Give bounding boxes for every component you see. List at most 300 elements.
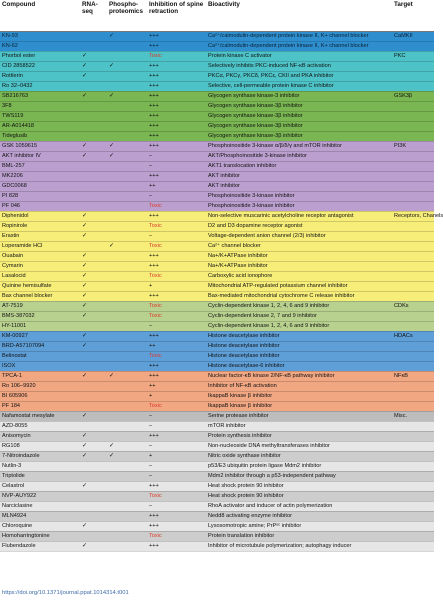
- cell-rna-seq: ✓: [80, 71, 107, 81]
- cell-phosphoproteomics: [107, 111, 147, 121]
- table-row: [0, 331, 434, 341]
- cell-phosphoproteomics: [107, 391, 147, 401]
- cell-phosphoproteomics: [107, 71, 147, 81]
- cell-rna-seq: ✓: [80, 281, 107, 291]
- cell-rna-seq: ✓: [80, 151, 107, 161]
- cell-inhibition: +++: [147, 101, 206, 111]
- cell-phosphoproteomics: [107, 171, 147, 181]
- cell-inhibition: +++: [147, 361, 206, 371]
- cell-compound: BML-257: [0, 161, 80, 171]
- header-phosphoproteomics: Phospho-proteomics: [107, 0, 147, 31]
- cell-bioactivity: Ca²⁺ channel blocker: [206, 241, 392, 251]
- cell-inhibition: +++: [147, 41, 206, 51]
- cell-bioactivity: Serine protease inhibitor: [206, 411, 392, 421]
- table-row: [0, 261, 434, 271]
- table-row: [0, 191, 434, 201]
- cell-inhibition: Toxic: [147, 491, 206, 501]
- cell-inhibition: +++: [147, 251, 206, 261]
- cell-compound: Homoharringtonine: [0, 531, 80, 541]
- cell-phosphoproteomics: [107, 411, 147, 421]
- cell-bioactivity: Glycogen synthase kinase-3β inhibitor: [206, 111, 392, 121]
- cell-bioactivity: Protein translation inhibitor: [206, 531, 392, 541]
- table-row: [0, 491, 434, 501]
- table-header: [0, 0, 434, 31]
- cell-phosphoproteomics: [107, 261, 147, 271]
- cell-phosphoproteomics: ✓: [107, 371, 147, 381]
- cell-inhibition: +++: [147, 521, 206, 531]
- table-row: [0, 151, 434, 161]
- cell-rna-seq: [80, 381, 107, 391]
- cell-bioactivity: AKT inhibitor: [206, 181, 392, 191]
- cell-inhibition: –: [147, 191, 206, 201]
- cell-rna-seq: ✓: [80, 51, 107, 61]
- table-row: [0, 341, 434, 351]
- cell-rna-seq: [80, 191, 107, 201]
- cell-bioactivity: Voltage-dependent anion channel (2/3) inhibitor: [206, 231, 392, 241]
- table-row: [0, 71, 434, 81]
- cell-rna-seq: [80, 531, 107, 541]
- cell-bioactivity: D2 and D3 dopamine receptor agonist: [206, 221, 392, 231]
- cell-phosphoproteomics: [107, 131, 147, 141]
- cell-phosphoproteomics: [107, 81, 147, 91]
- cell-inhibition: +: [147, 281, 206, 291]
- cell-rna-seq: [80, 461, 107, 471]
- cell-compound: 3F8: [0, 101, 80, 111]
- table-row: [0, 521, 434, 531]
- cell-phosphoproteomics: [107, 231, 147, 241]
- cell-compound: AR-A014418: [0, 121, 80, 131]
- cell-phosphoproteomics: ✓: [107, 151, 147, 161]
- cell-target: [392, 501, 434, 511]
- cell-rna-seq: [80, 201, 107, 211]
- table-row: [0, 411, 434, 421]
- cell-target: [392, 421, 434, 431]
- cell-compound: AKT inhibitor IV: [0, 151, 80, 161]
- cell-target: [392, 291, 434, 301]
- cell-target: CDKs: [392, 301, 434, 311]
- cell-phosphoproteomics: [107, 361, 147, 371]
- table-row: [0, 281, 434, 291]
- cell-rna-seq: [80, 491, 107, 501]
- cell-inhibition: Toxic: [147, 51, 206, 61]
- cell-inhibition: +++: [147, 511, 206, 521]
- header-inhibition: Inhibition of spine retraction: [147, 0, 206, 31]
- cell-target: [392, 431, 434, 441]
- cell-phosphoproteomics: ✓: [107, 31, 147, 41]
- cell-rna-seq: ✓: [80, 331, 107, 341]
- cell-inhibition: +: [147, 451, 206, 461]
- cell-bioactivity: Glycogen synthase kinase-3β inhibitor: [206, 121, 392, 131]
- cell-phosphoproteomics: [107, 541, 147, 551]
- table-row: [0, 431, 434, 441]
- cell-phosphoproteomics: [107, 201, 147, 211]
- table-row: [0, 531, 434, 541]
- cell-phosphoproteomics: [107, 491, 147, 501]
- cell-target: [392, 491, 434, 501]
- cell-bioactivity: Selectively inhibits PKC-induced NF-κB activation: [206, 61, 392, 71]
- cell-target: [392, 191, 434, 201]
- cell-bioactivity: Mitochondrial ATP-regulated potassium channel inhibitor: [206, 281, 392, 291]
- cell-bioactivity: p53/E3 ubiquitin protein ligase Mdm2 inhibitor: [206, 461, 392, 471]
- table-row: [0, 371, 434, 381]
- cell-phosphoproteomics: ✓: [107, 91, 147, 101]
- cell-bioactivity: Glycogen synthase kinase-3β inhibitor: [206, 131, 392, 141]
- cell-rna-seq: [80, 181, 107, 191]
- cell-inhibition: +++: [147, 121, 206, 131]
- cell-bioactivity: Glycogen synthase kinase-3 inhibitor: [206, 91, 392, 101]
- cell-target: [392, 381, 434, 391]
- cell-compound: AZD-8055: [0, 421, 80, 431]
- cell-compound: Diphenidol: [0, 211, 80, 221]
- cell-compound: PF 184: [0, 401, 80, 411]
- table-row: [0, 451, 434, 461]
- cell-bioactivity: Cyclin-dependent kinase 1, 2, 4, 6 and 9 inhibitor: [206, 301, 392, 311]
- cell-inhibition: ++: [147, 341, 206, 351]
- cell-inhibition: Toxic: [147, 351, 206, 361]
- cell-phosphoproteomics: [107, 51, 147, 61]
- cell-inhibition: +: [147, 391, 206, 401]
- cell-compound: Ro 32–0432: [0, 81, 80, 91]
- cell-compound: KN-62: [0, 41, 80, 51]
- cell-rna-seq: ✓: [80, 261, 107, 271]
- cell-phosphoproteomics: [107, 531, 147, 541]
- cell-compound: Narciclasine: [0, 501, 80, 511]
- cell-phosphoproteomics: [107, 481, 147, 491]
- cell-rna-seq: ✓: [80, 61, 107, 71]
- cell-inhibition: +++: [147, 371, 206, 381]
- cell-target: NFκB: [392, 371, 434, 381]
- cell-compound: NVP-AUY922: [0, 491, 80, 501]
- cell-compound: Lasalocid: [0, 271, 80, 281]
- cell-bioactivity: Ca²⁺/calmodulin-dependent protein kinase II, K+ channel blocker: [206, 31, 392, 41]
- cell-rna-seq: [80, 361, 107, 371]
- cell-phosphoproteomics: [107, 291, 147, 301]
- cell-bioactivity: Carboxylic acid ionophore: [206, 271, 392, 281]
- cell-inhibition: Toxic: [147, 271, 206, 281]
- cell-rna-seq: ✓: [80, 441, 107, 451]
- cell-rna-seq: ✓: [80, 221, 107, 231]
- table-row: [0, 241, 434, 251]
- table-row: [0, 81, 434, 91]
- table-row: [0, 471, 434, 481]
- table-row: [0, 311, 434, 321]
- table-row: [0, 221, 434, 231]
- table-row: [0, 401, 434, 411]
- cell-bioactivity: AKT/Phosphoinositide 3-kinase inhibitor: [206, 151, 392, 161]
- cell-bioactivity: Non-nucleoside DNA methyltransferases inhibitor: [206, 441, 392, 451]
- cell-target: [392, 111, 434, 121]
- cell-compound: Loperamide HCl: [0, 241, 80, 251]
- cell-inhibition: +++: [147, 131, 206, 141]
- cell-bioactivity: Bax-mediated mitochondrial cytochrome C release inhibitor: [206, 291, 392, 301]
- cell-rna-seq: ✓: [80, 291, 107, 301]
- cell-inhibition: –: [147, 441, 206, 451]
- cell-bioactivity: Histone deacetylase inhibitor: [206, 341, 392, 351]
- cell-rna-seq: ✓: [80, 541, 107, 551]
- cell-inhibition: –: [147, 471, 206, 481]
- table-row: [0, 31, 434, 41]
- cell-phosphoproteomics: [107, 381, 147, 391]
- cell-rna-seq: ✓: [80, 521, 107, 531]
- cell-target: PKC: [392, 51, 434, 61]
- cell-target: [392, 511, 434, 521]
- cell-rna-seq: [80, 471, 107, 481]
- cell-compound: Ropinirole: [0, 221, 80, 231]
- cell-compound: Nutlin-3: [0, 461, 80, 471]
- cell-inhibition: +++: [147, 331, 206, 341]
- cell-phosphoproteomics: [107, 431, 147, 441]
- cell-target: [392, 161, 434, 171]
- cell-phosphoproteomics: [107, 311, 147, 321]
- cell-bioactivity: Lysosomotropic amine; PrPˢᶜ inhibitor: [206, 521, 392, 531]
- cell-inhibition: –: [147, 231, 206, 241]
- cell-target: PI3K: [392, 141, 434, 151]
- cell-inhibition: Toxic: [147, 301, 206, 311]
- table-row: [0, 361, 434, 371]
- cell-bioactivity: AKT1 translocation inhibitor: [206, 161, 392, 171]
- cell-phosphoproteomics: [107, 421, 147, 431]
- cell-phosphoproteomics: ✓: [107, 441, 147, 451]
- cell-target: [392, 41, 434, 51]
- cell-target: [392, 441, 434, 451]
- table-row: [0, 381, 434, 391]
- table-row: [0, 161, 434, 171]
- cell-target: [392, 251, 434, 261]
- cell-phosphoproteomics: [107, 521, 147, 531]
- cell-phosphoproteomics: [107, 281, 147, 291]
- cell-rna-seq: ✓: [80, 431, 107, 441]
- cell-inhibition: ++: [147, 181, 206, 191]
- cell-rna-seq: [80, 131, 107, 141]
- cell-inhibition: +++: [147, 211, 206, 221]
- cell-target: [392, 271, 434, 281]
- cell-target: [392, 101, 434, 111]
- cell-compound: Rottlerin: [0, 71, 80, 81]
- cell-target: [392, 541, 434, 551]
- cell-compound: SB216763: [0, 91, 80, 101]
- cell-compound: MK2206: [0, 171, 80, 181]
- cell-phosphoproteomics: [107, 41, 147, 51]
- cell-rna-seq: ✓: [80, 371, 107, 381]
- cell-phosphoproteomics: [107, 511, 147, 521]
- cell-bioactivity: Phosphoinositide 3-kinase inhibitor: [206, 201, 392, 211]
- cell-bioactivity: Protein synthesis inhibitor: [206, 431, 392, 441]
- cell-compound: BMS-387032: [0, 311, 80, 321]
- table-row: [0, 131, 434, 141]
- cell-inhibition: –: [147, 421, 206, 431]
- cell-target: [392, 221, 434, 231]
- cell-compound: MLN4924: [0, 511, 80, 521]
- cell-bioactivity: Histone deacetylase-6 inhibitor: [206, 361, 392, 371]
- cell-phosphoproteomics: [107, 181, 147, 191]
- cell-phosphoproteomics: [107, 121, 147, 131]
- cell-bioactivity: Histone deacetylase inhibitor: [206, 351, 392, 361]
- cell-bioactivity: Ca²⁺/calmodulin-dependent protein kinase II, K+ channel blocker: [206, 41, 392, 51]
- cell-rna-seq: ✓: [80, 301, 107, 311]
- cell-phosphoproteomics: [107, 271, 147, 281]
- cell-inhibition: +++: [147, 111, 206, 121]
- cell-rna-seq: ✓: [80, 271, 107, 281]
- cell-inhibition: +++: [147, 261, 206, 271]
- cell-target: Misc.: [392, 411, 434, 421]
- table-row: [0, 291, 434, 301]
- cell-rna-seq: ✓: [80, 481, 107, 491]
- cell-inhibition: –: [147, 161, 206, 171]
- cell-phosphoproteomics: [107, 401, 147, 411]
- cell-compound: Tideglusib: [0, 131, 80, 141]
- cell-rna-seq: [80, 401, 107, 411]
- cell-rna-seq: [80, 351, 107, 361]
- cell-compound: KN-93: [0, 31, 80, 41]
- table-row: [0, 51, 434, 61]
- cell-bioactivity: Glycogen synthase kinase-3β inhibitor: [206, 101, 392, 111]
- cell-phosphoproteomics: [107, 331, 147, 341]
- table-row: [0, 61, 434, 71]
- cell-compound: GDC0068: [0, 181, 80, 191]
- cell-bioactivity: IkappaB kinase β inhibitor: [206, 401, 392, 411]
- cell-compound: Ro 106–9920: [0, 381, 80, 391]
- cell-inhibition: +++: [147, 91, 206, 101]
- table-row: [0, 201, 434, 211]
- cell-target: [392, 241, 434, 251]
- cell-bioactivity: Phosphoinositide 3-kinase inhibitor: [206, 191, 392, 201]
- cell-rna-seq: ✓: [80, 91, 107, 101]
- cell-target: [392, 61, 434, 71]
- table-row: [0, 41, 434, 51]
- cell-phosphoproteomics: [107, 501, 147, 511]
- cell-bioactivity: Inhibitor of microtubule polymerization; autophagy inducer: [206, 541, 392, 551]
- cell-phosphoproteomics: ✓: [107, 141, 147, 151]
- cell-compound: Bax channel blocker: [0, 291, 80, 301]
- cell-phosphoproteomics: [107, 351, 147, 361]
- table-row: [0, 231, 434, 241]
- cell-target: [392, 181, 434, 191]
- table-row: [0, 101, 434, 111]
- cell-rna-seq: [80, 31, 107, 41]
- cell-compound: Belinostat: [0, 351, 80, 361]
- cell-phosphoproteomics: [107, 211, 147, 221]
- table-row: [0, 181, 434, 191]
- cell-compound: GSK 1059615: [0, 141, 80, 151]
- cell-inhibition: Toxic: [147, 311, 206, 321]
- cell-compound: AT-7519: [0, 301, 80, 311]
- cell-phosphoproteomics: [107, 301, 147, 311]
- cell-target: [392, 531, 434, 541]
- cell-target: [392, 451, 434, 461]
- table-row: [0, 391, 434, 401]
- cell-target: [392, 201, 434, 211]
- cell-bioactivity: Cyclin-dependent kinase 2, 7 and 9 inhibitor: [206, 311, 392, 321]
- cell-rna-seq: ✓: [80, 251, 107, 261]
- cell-target: [392, 391, 434, 401]
- table-row: [0, 351, 434, 361]
- cell-bioactivity: Non-selective muscarinic acetylcholine receptor antagonist: [206, 211, 392, 221]
- doi-link[interactable]: https://doi.org/10.1371/journal.ppat.1014314.t001: [2, 590, 129, 596]
- cell-rna-seq: [80, 111, 107, 121]
- cell-bioactivity: Selective, cell-permeable protein kinase C inhibitor: [206, 81, 392, 91]
- cell-rna-seq: [80, 501, 107, 511]
- cell-compound: BRD-A57107094: [0, 341, 80, 351]
- cell-inhibition: Toxic: [147, 531, 206, 541]
- cell-target: [392, 311, 434, 321]
- cell-inhibition: +++: [147, 81, 206, 91]
- cell-compound: RG108: [0, 441, 80, 451]
- cell-target: [392, 281, 434, 291]
- table-row: [0, 441, 434, 451]
- table-row: [0, 111, 434, 121]
- cell-phosphoproteomics: ✓: [107, 241, 147, 251]
- cell-compound: Cymarin: [0, 261, 80, 271]
- cell-inhibition: Toxic: [147, 241, 206, 251]
- cell-inhibition: –: [147, 501, 206, 511]
- cell-inhibition: ++: [147, 381, 206, 391]
- cell-inhibition: –: [147, 151, 206, 161]
- cell-bioactivity: Histone deacetylase inhibitor: [206, 331, 392, 341]
- cell-compound: Flubendazole: [0, 541, 80, 551]
- cell-compound: Erastin: [0, 231, 80, 241]
- cell-bioactivity: Cyclin-dependent kinase 1, 2, 4, 6 and 9 inhibitor: [206, 321, 392, 331]
- cell-compound: TWS119: [0, 111, 80, 121]
- cell-bioactivity: PKCα, PKCγ, PKCδ, PKCε, CKII and PKA inhibitor: [206, 71, 392, 81]
- cell-rna-seq: ✓: [80, 451, 107, 461]
- cell-inhibition: +++: [147, 71, 206, 81]
- cell-inhibition: +++: [147, 141, 206, 151]
- cell-rna-seq: ✓: [80, 141, 107, 151]
- header-bioactivity: Bioactivity: [206, 0, 392, 31]
- table-row: [0, 511, 434, 521]
- header-rna-seq: RNA-seq: [80, 0, 107, 31]
- cell-compound: Triptolide: [0, 471, 80, 481]
- cell-bioactivity: Phosphoinositide 3-kinase α/β/δ/γ and mTOR inhibitor: [206, 141, 392, 151]
- table-row: [0, 171, 434, 181]
- cell-inhibition: +++: [147, 291, 206, 301]
- cell-target: [392, 471, 434, 481]
- cell-target: [392, 71, 434, 81]
- cell-bioactivity: RhoA activator and inducer of actin polymerization: [206, 501, 392, 511]
- table-row: [0, 301, 434, 311]
- cell-bioactivity: mTOR inhibitor: [206, 421, 392, 431]
- cell-bioactivity: IkappaB kinase β inhibitor: [206, 391, 392, 401]
- cell-target: [392, 481, 434, 491]
- cell-phosphoproteomics: [107, 161, 147, 171]
- cell-bioactivity: Nuclear factor-κB kinase 2/NF-κB pathway inhibitor: [206, 371, 392, 381]
- cell-compound: Anisomycin: [0, 431, 80, 441]
- cell-phosphoproteomics: [107, 461, 147, 471]
- cell-compound: Phorbol ester: [0, 51, 80, 61]
- cell-inhibition: +++: [147, 541, 206, 551]
- cell-bioactivity: Heat shock protein 90 inhibitor: [206, 481, 392, 491]
- cell-compound: ISOX: [0, 361, 80, 371]
- cell-target: [392, 121, 434, 131]
- cell-bioactivity: AKT inhibitor: [206, 171, 392, 181]
- cell-target: [392, 361, 434, 371]
- table-row: [0, 461, 434, 471]
- cell-rna-seq: [80, 391, 107, 401]
- cell-compound: TPCA-1: [0, 371, 80, 381]
- cell-inhibition: +++: [147, 61, 206, 71]
- cell-inhibition: +++: [147, 481, 206, 491]
- cell-target: [392, 401, 434, 411]
- cell-compound: PI 828: [0, 191, 80, 201]
- cell-rna-seq: [80, 121, 107, 131]
- cell-compound: Celastrol: [0, 481, 80, 491]
- cell-phosphoproteomics: [107, 251, 147, 261]
- cell-target: [392, 151, 434, 161]
- cell-target: [392, 171, 434, 181]
- cell-inhibition: Toxic: [147, 201, 206, 211]
- cell-compound: Ouabain: [0, 251, 80, 261]
- table-row: [0, 501, 434, 511]
